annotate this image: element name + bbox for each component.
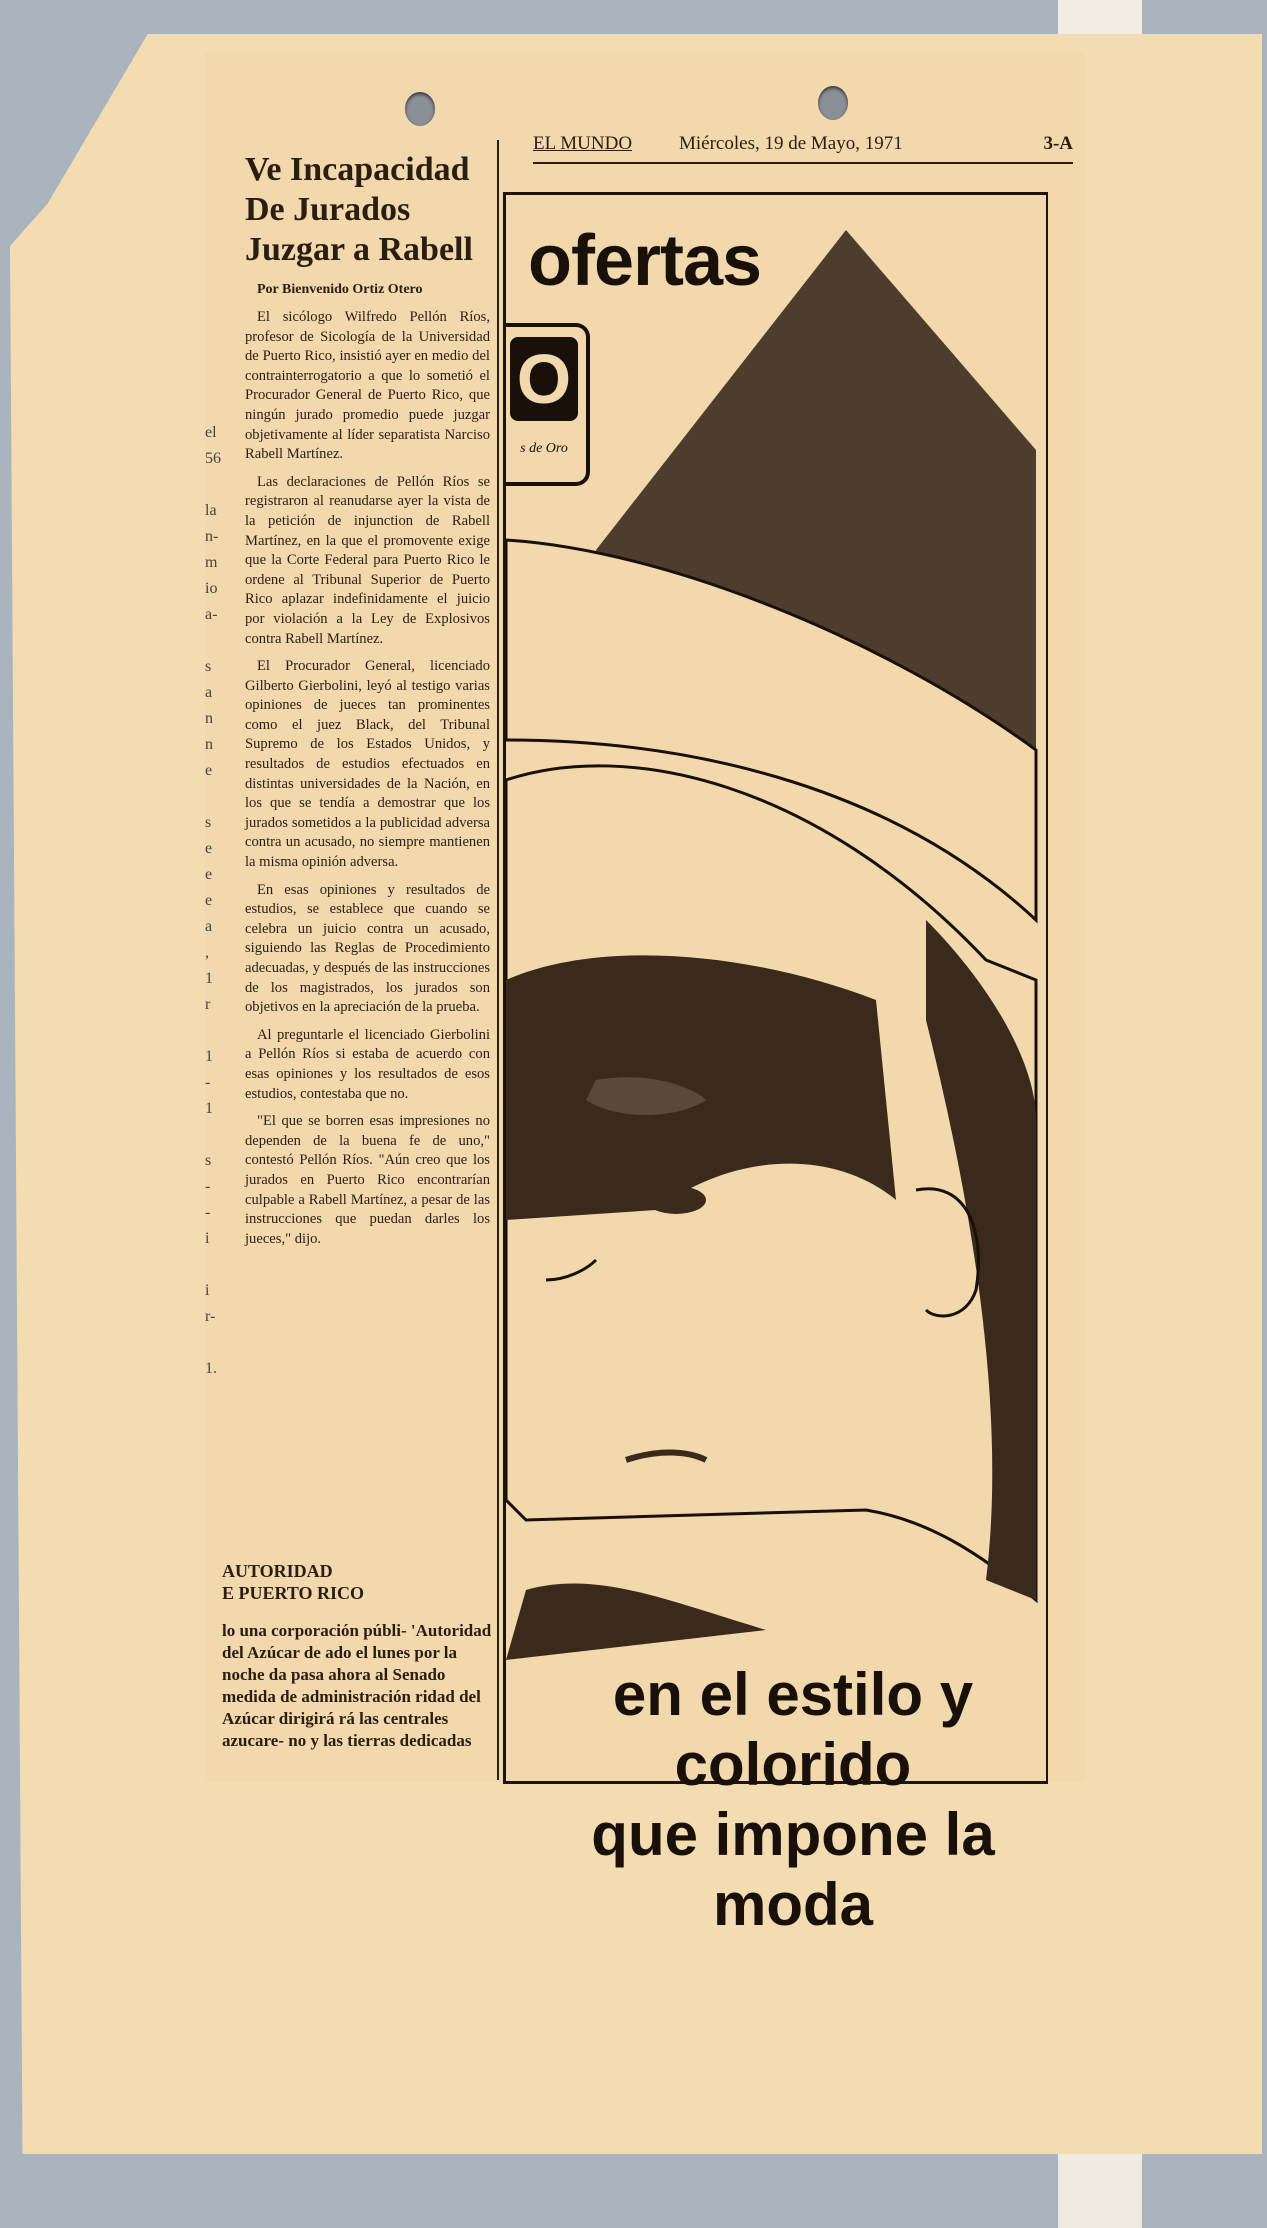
article-paragraph: "El que se borren esas impresiones no dependen de la buena fe de uno," contestó Pellón Ríos. "Aún creo que los jurados en Puerto Rico encontrarían culpable a Rabell Martínez, a pesar de las instrucciones que puedan darles los jueces," dijo.	[245, 1113, 490, 1247]
issue-date: Miércoles, 19 de Mayo, 1971	[679, 133, 903, 154]
left-fragment-text: 1	[205, 970, 213, 987]
left-fragment-text: i	[205, 1230, 210, 1247]
left-fragment-text: m	[205, 554, 218, 571]
left-fragment-text: 1	[205, 1100, 213, 1117]
left-fragment-text	[205, 1018, 229, 1044]
sub-article	[222, 1560, 492, 1752]
left-fragment-text: a	[205, 918, 213, 935]
left-fragment-text	[205, 784, 229, 810]
left-fragment-text	[205, 1122, 229, 1148]
left-fragment-text: ,	[205, 944, 209, 961]
logo-letter: O	[510, 337, 578, 421]
store-logo	[506, 323, 590, 486]
left-fragment-text	[205, 1330, 229, 1356]
left-fragment-text: n	[205, 736, 213, 753]
collar-shadow	[506, 1584, 766, 1660]
left-fragment-text: n-	[205, 528, 219, 545]
left-fragment-text: e	[205, 866, 213, 883]
ad-headline: ofertas	[528, 221, 762, 301]
left-fragment-text: s	[205, 658, 212, 675]
left-fragment-text: -	[205, 1074, 211, 1091]
article-paragraph: En esas opiniones y resultados de estudios, se establece que cuando se celebra un juicio contra un acusado, siguiendo las Reglas de Procedimiento adecuadas, y después de las instrucciones de los magistrados, los jurados son objetivos en la apreciación de la prueba.	[245, 881, 490, 1016]
punch-hole-icon	[405, 92, 435, 126]
left-fragment-text	[205, 472, 229, 498]
page-number: 3-A	[1043, 133, 1073, 154]
left-fragment-text: 56	[205, 450, 221, 467]
left-fragment-text: io	[205, 580, 218, 597]
left-fragment-text: la	[205, 502, 217, 519]
left-fragment-text: 1.	[205, 1360, 217, 1377]
left-fragment-text: r	[205, 996, 211, 1013]
newspaper-name: EL MUNDO	[533, 133, 633, 154]
left-fragment-text: el	[205, 424, 217, 441]
sub-article-text: lo una corporación públi- 'Autoridad del Azúcar de ado el lunes por la noche da pasa ahora al Senado medida de administración ridad del Azúcar dirigirá rá las centrales azucare- no y las tierras dedicadas	[222, 1621, 492, 1750]
article-paragraph: Las declaraciones de Pellón Ríos se registraron al reanudarse ayer la vista de la petición de injunction de Rabell Martínez, en la que el promovente exige que la Corte Federal para Puerto Rico le ordene al Tribunal Superior de Puerto Rico aplazar indefinidamente el juicio por violación a la Ley de Explosivos contra Rabell Martínez.	[245, 473, 490, 647]
eye	[646, 1186, 706, 1214]
left-fragment-text: e	[205, 762, 213, 779]
logo-caption: s de Oro	[520, 441, 568, 456]
left-fragment-text: r-	[205, 1308, 216, 1325]
ad-slogan: en el estilo y colorido que impone la moda	[591, 1661, 995, 1938]
news-article	[245, 150, 490, 1257]
left-fragment-text	[205, 628, 229, 654]
left-fragment-text: e	[205, 892, 213, 909]
left-fragment-text: -	[205, 1178, 211, 1195]
article-paragraph: El Procurador General, licenciado Gilberto Gierbolini, leyó al testigo varias opiniones de jueces tan prominentes como el juez Black, del Tribunal Supremo de los Estados Unidos, y resultados de estudios efectuados en distintas universidades de la Nación, en los que se tendía a demostrar que los jurados sometidos a la publicidad adversa contra un acusado, no siempre mantienen la misma opinión adversa.	[245, 658, 490, 871]
left-fragment-text: s	[205, 814, 212, 831]
left-fragment-text: n	[205, 710, 213, 727]
left-fragment-text: e	[205, 840, 213, 857]
left-fragment-text: s	[205, 1152, 212, 1169]
article-headline: Ve Incapacidad De Jurados Juzgar a Rabell	[245, 151, 473, 268]
masthead	[533, 133, 1073, 163]
left-column-fragments	[205, 420, 229, 1382]
article-paragraph: Al preguntarle el licenciado Gierbolini a Pellón Ríos si estaba de acuerdo con esas opiniones y los resultados de esos estudios, contestaba que no.	[245, 1026, 490, 1102]
article-byline: Por Bienvenido Ortiz Otero	[257, 282, 423, 297]
left-fragment-text: i	[205, 1282, 210, 1299]
left-fragment-text: a	[205, 684, 213, 701]
punch-hole-icon	[818, 86, 848, 120]
left-fragment-text: 1	[205, 1048, 213, 1065]
left-fragment-text: -	[205, 1204, 211, 1221]
left-fragment-text	[205, 1252, 229, 1278]
sub-article-heading: AUTORIDAD E PUERTO RICO	[222, 1561, 365, 1603]
left-fragment-text: a-	[205, 606, 218, 623]
masthead-rule	[533, 162, 1073, 164]
background-paper-strip-bottom	[1058, 2150, 1142, 2228]
column-divider	[497, 140, 499, 1780]
article-paragraph: El sicólogo Wilfredo Pellón Ríos, profesor de Sicología de la Universidad de Puerto Rico, insistió ayer en medio del contrainterrogatorio a que lo sometió el Procurador General de Puerto Rico, que ningún jurado promedio puede juzgar objetivamente al líder separatista Narciso Rabell Martínez.	[245, 309, 490, 463]
